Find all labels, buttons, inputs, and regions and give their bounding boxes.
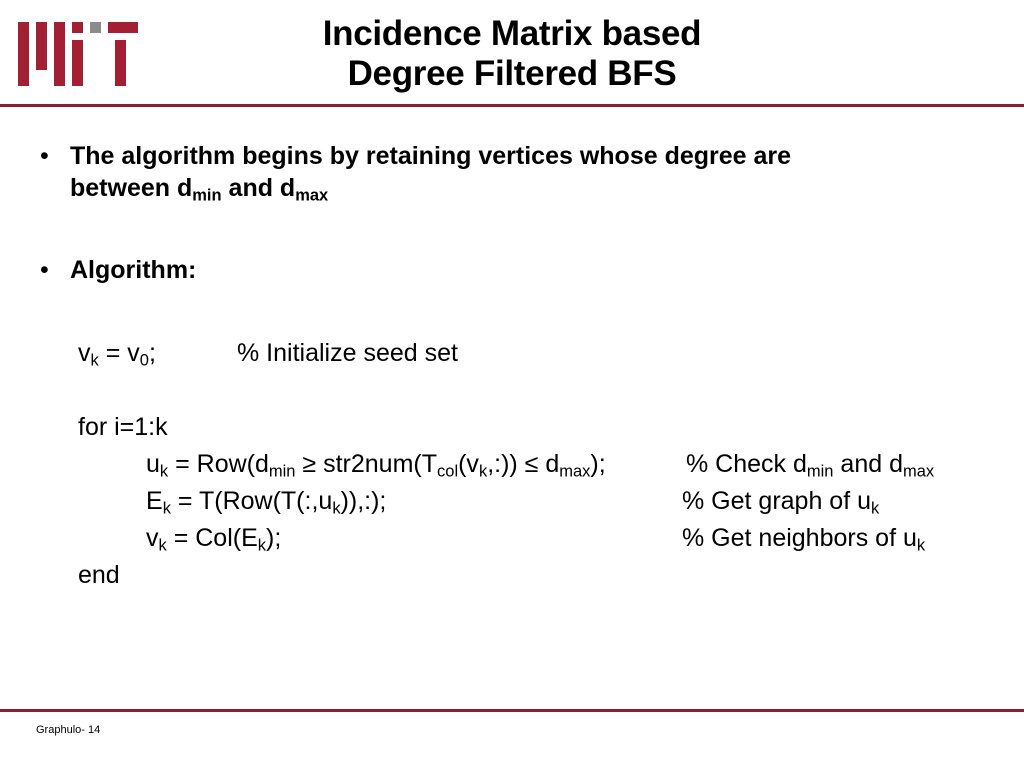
code-subscript: k [916,536,926,555]
footer-divider [0,709,1024,712]
code-token: ; [148,339,156,367]
code-line-graph [146,484,880,518]
bullet-text-algorithm: Algorithm: [70,256,197,284]
subscript-min: min [192,186,222,205]
code-subscript: min [268,462,296,481]
code-subscript: k [90,351,99,370]
code-token: and d [833,450,903,478]
slide-header [0,0,1024,108]
slide-number: Graphulo- 14 [36,724,101,736]
code-subscript: k [332,499,341,518]
header-divider [0,104,1024,107]
code-comment-init: % Initialize seed set [237,339,458,367]
mit-logo [18,22,138,86]
bullet-text-line1: The algorithm begins by retaining vertices whose degree are [70,142,792,170]
code-subscript: k [158,536,167,555]
code-token: v [78,339,91,367]
code-line-neighbors [146,521,926,555]
code-subscript: max [559,462,591,481]
bullet-text-between: between d [70,174,193,202]
code-token: u [146,450,160,478]
bullet-list [40,140,990,286]
code-subscript: k [871,499,880,518]
code-comment-neighbors [682,521,925,555]
code-subscript: 0 [139,351,149,370]
code-token: % Get neighbors of u [682,524,917,552]
subscript-max: max [295,186,329,205]
code-token: )),:); [340,487,387,515]
code-line-for: for i=1:k [78,413,168,441]
code-token: % Get graph of u [682,487,872,515]
code-subscript: k [257,536,267,555]
title-line-2: Degree Filtered BFS [347,54,677,93]
bullet-item-algorithm-intro [40,140,990,204]
code-token: = Col(E [166,524,258,552]
code-comment-graph [682,484,879,518]
code-subscript: min [806,462,834,481]
code-subscript: k [159,462,169,481]
title-line-1: Incidence Matrix based [322,14,702,53]
code-token: (v [458,450,479,478]
code-subscript: k [478,462,488,481]
bullet-text-and: and d [221,174,296,202]
code-token: = T(Row(T(:,u [170,487,333,515]
code-token: ); [266,524,282,552]
code-token: ); [590,450,606,478]
code-subscript: k [162,499,171,518]
code-subscript: max [903,462,935,481]
bullet-dot-icon: • [40,142,49,170]
bullet-dot-icon: • [40,256,49,284]
code-token: = Row(d [168,450,269,478]
code-token: E [146,487,163,515]
code-line-end: end [78,561,120,589]
code-comment-check [686,447,934,481]
code-subscript: col [437,462,459,481]
code-line-row-filter [146,447,935,481]
code-line-init [78,336,458,370]
slide-title [200,14,824,94]
code-token: ≥ str2num(T [295,450,438,478]
code-token: v [146,524,159,552]
code-token: % Check d [686,450,807,478]
code-token: = v [98,339,140,367]
code-token: ,:)) ≤ d [487,450,560,478]
bullet-item-algorithm [40,254,990,286]
